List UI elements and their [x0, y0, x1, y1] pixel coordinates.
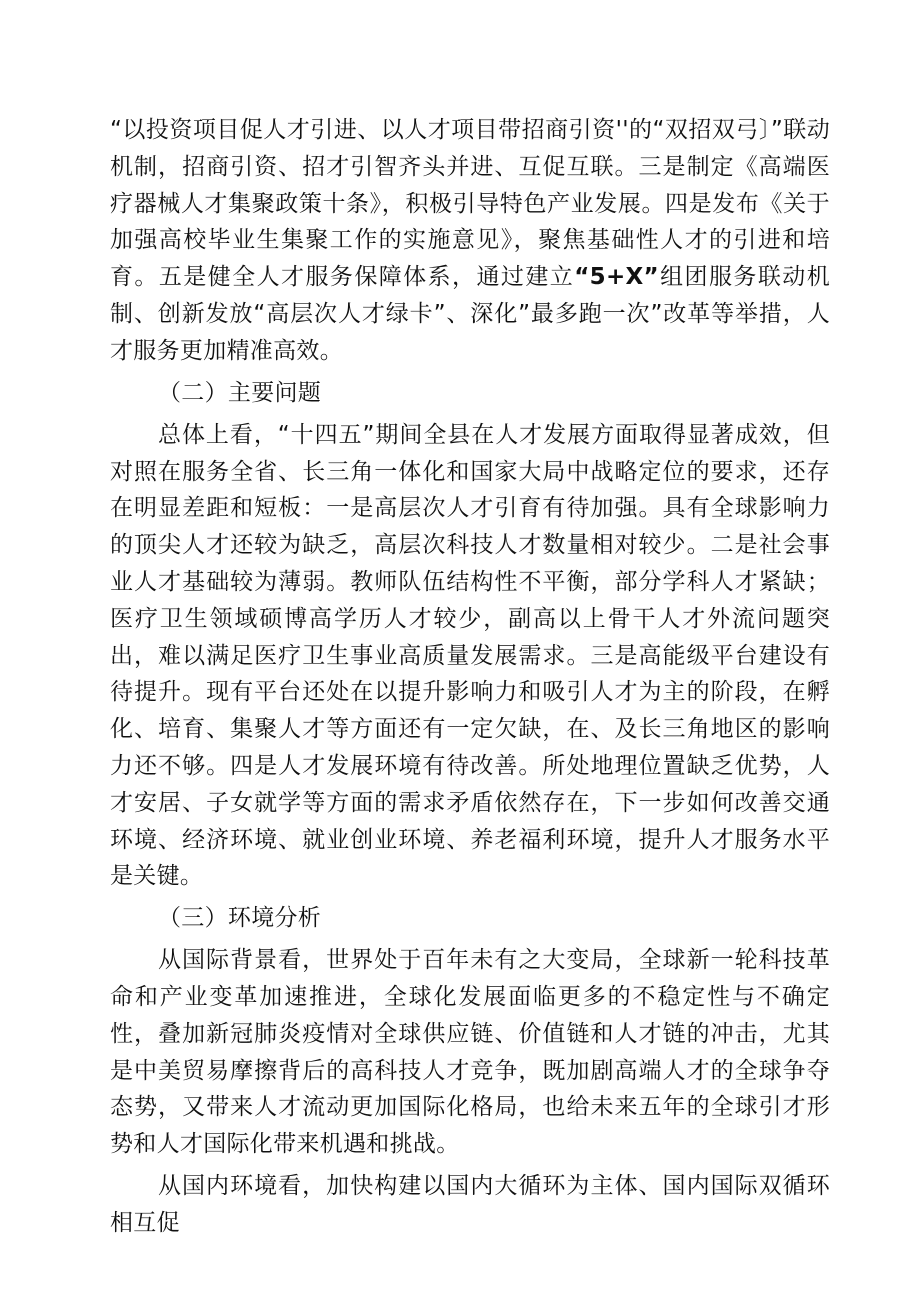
paragraph-1-part-a: “以投资项目促人才引进、以人才项目带招商引资''的“双招双弓〕”联动机制，招商引资、招才引智齐头并进、互促互联。三是制定《高端医疗器械人才集聚政策十条》，积极引导特色产业发展。四是发布《关于加强高校毕业生集聚工作的实施意见》，聚焦基础性人才的引进和培育。五是健全人才服务保障体系，通过建立 [110, 117, 830, 291]
paragraph-international-background: 从国际背景看，世界处于百年未有之大变局，全球新一轮科技革命和产业变革加速推进，全球化发展面临更多的不稳定性与不确定性，叠加新冠肺炎疫情对全球供应链、价值链和人才链的冲击，尤其是中美贸易摩擦背后的高科技人才竞争，既加剧高端人才的全球争夺态势，又带来人才流动更加国际化格局，也给未来五年的全球引才形势和人才国际化带来机遇和挑战。 [110, 947, 830, 1158]
paragraph-domestic-environment: 从国内环境看，加快构建以国内大循环为主体、国内国际双循环相互促 [110, 1173, 830, 1237]
document-body [110, 112, 830, 1242]
paragraph-1-part-b: 组团服务联动机制、创新发放“高层次人才绿卡”、深化”最多跑一次”改革等举措，人才服务更加精准高效。 [110, 264, 830, 364]
section-heading-environment-analysis: （三）环境分析 [158, 905, 322, 932]
paragraph-continuation [110, 112, 830, 370]
section-heading-main-problems: （二）主要问题 [158, 379, 322, 406]
paragraph-1-bold-term: “5+X” [574, 264, 659, 291]
paragraph-main-problems: 总体上看，“十四五”期间全县在人才发展方面取得显著成效，但对照在服务全省、长三角一体化和国家大局中战略定位的要求，还存在明显差距和短板：一是高层次人才引育有待加强。具有全球影响力的顶尖人才还较为缺乏，高层次科技人才数量相对较少。二是社会事业人才基础较为薄弱。教师队伍结构性不平衡，部分学科人才紧缺；医疗卫生领域硕博高学历人才较少，副高以上骨干人才外流问题突出，难以满足医疗卫生事业高质量发展需求。三是高能级平台建设有待提升。现有平台还处在以提升影响力和吸引人才为主的阶段，在孵化、培育、集聚人才等方面还有一定欠缺，在、及长三角地区的影响力还不够。四是人才发展环境有待改善。所处地理位置缺乏优势，人才安居、子女就学等方面的需求矛盾依然存在，下一步如何改善交通环境、经济环境、就业创业环境、养老福利环境，提升人才服务水平是关键。 [110, 421, 830, 890]
